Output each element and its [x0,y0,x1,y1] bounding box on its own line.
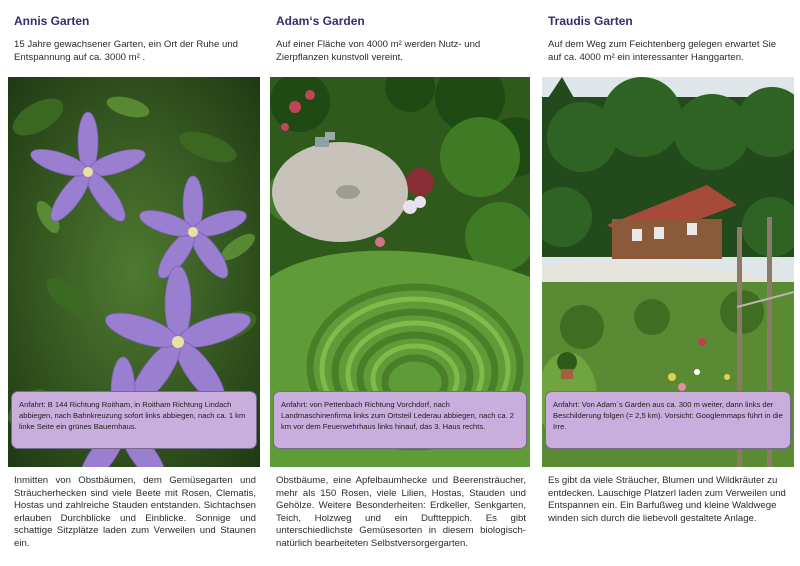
column-adams-garden [270,0,530,566]
garden-title: Adam‘s Garden [276,14,365,28]
column-annis-garten [8,0,260,566]
garden-title: Annis Garten [14,14,90,28]
column-traudis-garten [542,0,794,566]
garden-description: Es gibt da viele Sträucher, Blumen und Wildkräuter zu entdecken. Lauschige Platzerl laden zum Verweilen und Entspannen ein. Ein Barfußweg und kleine Waldwege winden sich durch die liebevoll gestaltete Anlage. [548,475,786,524]
directions-box: Anfahrt: von Pettenbach Richtung Vorchdorf, nach Landmaschinenfirma links zum Ortsteil Lederau abbiegen, nach ca. 2 km vor dem Feuerwehrhaus links hinauf, das 3. Haus rechts. [273,391,527,449]
garden-intro: Auf dem Weg zum Feichtenberg gelegen erwartet Sie auf ca. 4000 m² ein interessanter Hanggarten. [548,39,777,63]
garden-title: Traudis Garten [548,14,633,28]
garden-description: Obstbäume, eine Apfelbaumhecke und Beerensträucher, mehr als 150 Rosen, viele Lilien, Hostas, Stauden und Gehölze. Weitere Besonderheiten: Erdkeller, Senkgarten, Teich, Holzweg und ein Duftteppich. Es gibt unterschiedlichste Gemüsesorten in diesem biologisch-natürlich bearbeiteten Selbstversorgergarten. [276,475,526,549]
garden-description: Inmitten von Obstbäumen, dem Gemüsegarten und Sträucherhecken sind viele Beete mit Rosen, Clematis, Hostas und zahlreiche Stauden entstanden. Sichtachsen erlauben Durchblicke und Einblicke. Sonnige und schattige Sitzplätze laden zum Verweilen und Staunen ein. [14,475,256,549]
garden-intro: Auf einer Fläche von 4000 m² werden Nutz- und Zierpflanzen kunstvoll vereint. [276,39,481,63]
garden-intro: 15 Jahre gewachsener Garten, ein Ort der Ruhe und Entspannung auf ca. 3000 m² . [14,39,238,63]
directions-box: Anfahrt: Von Adam´s Garden aus ca. 300 m weiter, dann links der Beschilderung folgen (= 2,5 km). Vorsicht: Googlemmaps führt in die Irre. [545,391,791,449]
directions-box: Anfahrt: B 144 Richtung Roitham, in Roitham Richtung Lindach abbiegen, nach Bahnkreuzung sofort links abbiegen, nach ca. 1 km linke Seite ein grünes Bauernhaus. [11,391,257,449]
